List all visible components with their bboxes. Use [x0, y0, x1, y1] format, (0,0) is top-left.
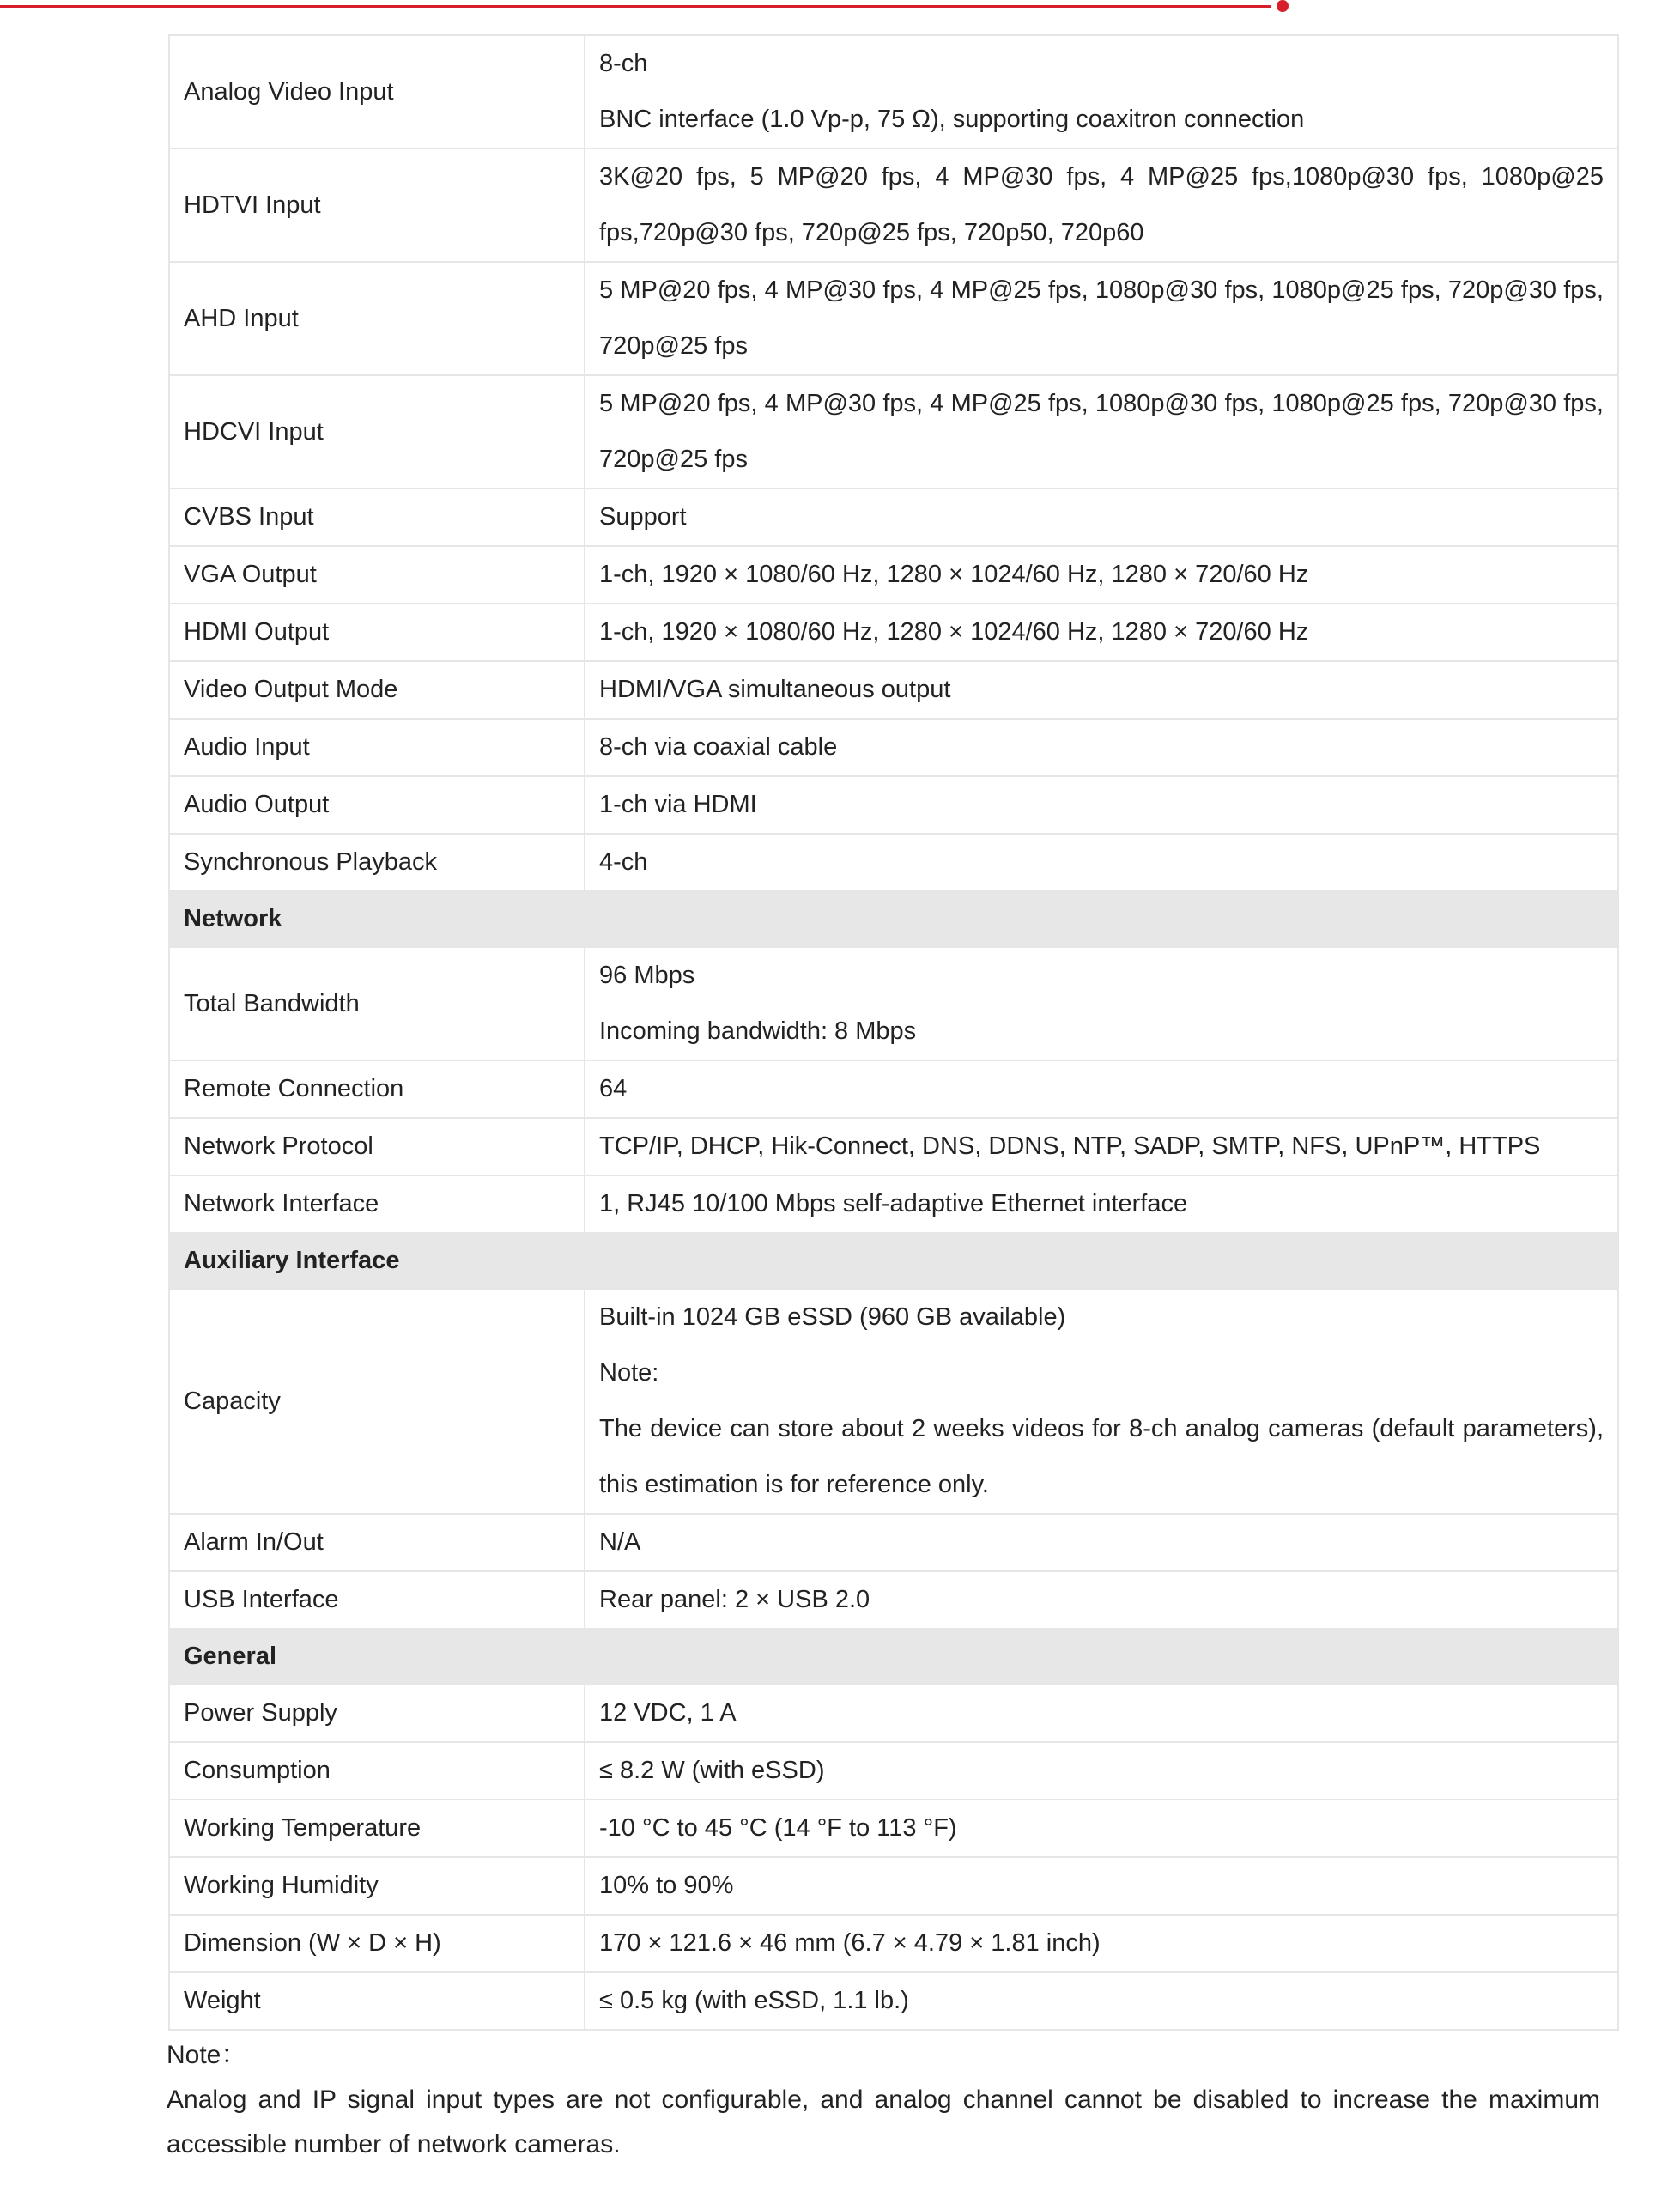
spec-row-hdcvi-input [169, 375, 1618, 489]
spec-label: Audio Output [169, 776, 585, 834]
spec-value: 10% to 90% [585, 1857, 1618, 1915]
spec-value-line: 8-ch [599, 50, 648, 77]
section-header-general [169, 1629, 1618, 1685]
spec-value: 1, RJ45 10/100 Mbps self-adaptive Ethernet interface [585, 1175, 1618, 1233]
spec-value-line: Built-in 1024 GB eSSD (960 GB available) [599, 1303, 1066, 1331]
spec-value: 3K@20 fps, 5 MP@20 fps, 4 MP@30 fps, 4 MP@25 fps,1080p@30 fps, 1080p@25 fps,720p@30 fps, 720p@25 fps, 720p50, 720p60 [585, 149, 1618, 262]
spec-row-network-protocol [169, 1118, 1618, 1175]
spec-label: Consumption [169, 1742, 585, 1800]
spec-row-network-interface [169, 1175, 1618, 1233]
spec-label: Working Temperature [169, 1800, 585, 1857]
spec-value: Rear panel: 2 × USB 2.0 [585, 1571, 1618, 1629]
spec-label: Analog Video Input [169, 35, 585, 149]
spec-value: ≤ 8.2 W (with eSSD) [585, 1742, 1618, 1800]
spec-value: 1-ch, 1920 × 1080/60 Hz, 1280 × 1024/60 Hz, 1280 × 720/60 Hz [585, 546, 1618, 604]
spec-label: Weight [169, 1972, 585, 2030]
footnote [167, 2033, 1600, 2167]
spec-value: 170 × 121.6 × 46 mm (6.7 × 4.79 × 1.81 inch) [585, 1915, 1618, 1972]
header-accent-dot [1277, 0, 1289, 12]
spec-label: CVBS Input [169, 489, 585, 546]
spec-value-line: 96 Mbps [599, 962, 695, 989]
spec-value [585, 35, 1618, 149]
spec-label: Network Protocol [169, 1118, 585, 1175]
spec-label: Total Bandwidth [169, 947, 585, 1060]
spec-row-power-supply [169, 1685, 1618, 1742]
spec-value: 12 VDC, 1 A [585, 1685, 1618, 1742]
spec-row-weight [169, 1972, 1618, 2030]
spec-value: N/A [585, 1514, 1618, 1571]
spec-value: 8-ch via coaxial cable [585, 719, 1618, 776]
spec-row-vga-output [169, 546, 1618, 604]
spec-row-dimension [169, 1915, 1618, 1972]
spec-row-consumption [169, 1742, 1618, 1800]
spec-row-video-output-mode [169, 661, 1618, 719]
spec-row-ahd-input [169, 262, 1618, 375]
footnote-text: Analog and IP signal input types are not configurable, and analog channel cannot be disabled to increase the maximum accessible number of network cameras. [167, 2086, 1600, 2159]
spec-value: TCP/IP, DHCP, Hik-Connect, DNS, DDNS, NTP, SADP, SMTP, NFS, UPnP™, HTTPS [585, 1118, 1618, 1175]
section-title: Auxiliary Interface [169, 1233, 1618, 1289]
spec-value: 64 [585, 1060, 1618, 1118]
spec-row-synchronous-playback [169, 834, 1618, 891]
spec-value-line: The device can store about 2 weeks videos for 8-ch analog cameras (default parameters), this estimation is for reference only. [599, 1415, 1604, 1498]
spec-label: Remote Connection [169, 1060, 585, 1118]
spec-value: ≤ 0.5 kg (with eSSD, 1.1 lb.) [585, 1972, 1618, 2030]
spec-label: Network Interface [169, 1175, 585, 1233]
spec-label: Synchronous Playback [169, 834, 585, 891]
section-header-network [169, 891, 1618, 947]
footnote-title: Note： [167, 2041, 247, 2069]
spec-label: USB Interface [169, 1571, 585, 1629]
spec-row-remote-connection [169, 1060, 1618, 1118]
spec-row-working-temperature [169, 1800, 1618, 1857]
section-header-auxiliary-interface [169, 1233, 1618, 1289]
section-title: General [169, 1629, 1618, 1685]
spec-row-hdmi-output [169, 604, 1618, 661]
spec-label: Alarm In/Out [169, 1514, 585, 1571]
spec-value: 1-ch, 1920 × 1080/60 Hz, 1280 × 1024/60 Hz, 1280 × 720/60 Hz [585, 604, 1618, 661]
spec-row-working-humidity [169, 1857, 1618, 1915]
spec-label: AHD Input [169, 262, 585, 375]
spec-row-audio-input [169, 719, 1618, 776]
spec-row-hdtvi-input [169, 149, 1618, 262]
spec-row-cvbs-input [169, 489, 1618, 546]
spec-value: -10 °C to 45 °C (14 °F to 113 °F) [585, 1800, 1618, 1857]
spec-value: HDMI/VGA simultaneous output [585, 661, 1618, 719]
spec-value: 5 MP@20 fps, 4 MP@30 fps, 4 MP@25 fps, 1080p@30 fps, 1080p@25 fps, 720p@30 fps, 720p@25 fps [585, 375, 1618, 489]
spec-value [585, 947, 1618, 1060]
spec-row-usb-interface [169, 1571, 1618, 1629]
spec-value: Support [585, 489, 1618, 546]
spec-label: Capacity [169, 1289, 585, 1514]
spec-label: Video Output Mode [169, 661, 585, 719]
spec-value: 4-ch [585, 834, 1618, 891]
spec-row-audio-output [169, 776, 1618, 834]
spec-label: Dimension (W × D × H) [169, 1915, 585, 1972]
spec-value: 1-ch via HDMI [585, 776, 1618, 834]
spec-row-analog-video-input [169, 35, 1618, 149]
section-title: Network [169, 891, 1618, 947]
spec-value: 5 MP@20 fps, 4 MP@30 fps, 4 MP@25 fps, 1080p@30 fps, 1080p@25 fps, 720p@30 fps, 720p@25 fps [585, 262, 1618, 375]
spec-value [585, 1289, 1618, 1514]
spec-label: Audio Input [169, 719, 585, 776]
spec-label: HDMI Output [169, 604, 585, 661]
spec-value-line: Incoming bandwidth: 8 Mbps [599, 1017, 917, 1045]
spec-row-capacity [169, 1289, 1618, 1514]
header-accent-line [0, 5, 1271, 8]
spec-label: HDCVI Input [169, 375, 585, 489]
spec-value-line: BNC interface (1.0 Vp-p, 75 Ω), supporting coaxitron connection [599, 106, 1305, 133]
spec-value-line: Note: [599, 1359, 659, 1387]
spec-row-total-bandwidth [169, 947, 1618, 1060]
spec-table [168, 34, 1619, 2031]
spec-row-alarm-in-out [169, 1514, 1618, 1571]
spec-label: Power Supply [169, 1685, 585, 1742]
spec-label: HDTVI Input [169, 149, 585, 262]
spec-label: VGA Output [169, 546, 585, 604]
spec-label: Working Humidity [169, 1857, 585, 1915]
